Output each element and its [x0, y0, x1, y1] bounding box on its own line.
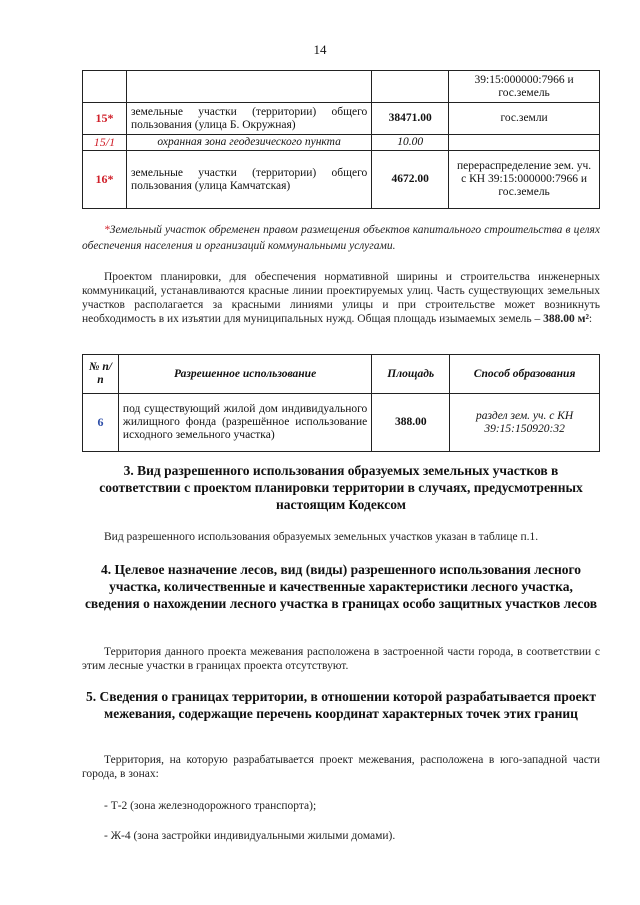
row-area: 38471.00 — [372, 103, 449, 135]
row-number: 15* — [83, 103, 127, 135]
header-area: Площадь — [372, 355, 450, 394]
row-method: гос.земли — [449, 103, 600, 135]
row-number: 15/1 — [83, 135, 127, 151]
zone-item: - Ж-4 (зона застройки индивидуальными жилыми домами). — [104, 830, 396, 842]
section5-text: Территория, на которую разрабатывается проект межевания, расположена в юго-западной части города, в зонах: — [82, 754, 600, 780]
row-number — [83, 71, 127, 103]
section5-heading: 5. Сведения о границах территории, в отношении которой разрабатывается проект межевания, содержащие перечень координат характерных точек этих границ — [85, 689, 597, 721]
footnote-text: Земельный участок обременен правом размещения объектов капитального строительства в целях обеспечения населения и организаций коммунальными услугами. — [82, 224, 600, 252]
header-num: № п/п — [83, 355, 119, 394]
row-area: 4672.00 — [372, 151, 449, 209]
row-description: земельные участки (территории) общего пользования (улица Камчатская) — [126, 151, 371, 209]
footnote-star: * — [104, 224, 110, 236]
paragraph-end: : — [588, 313, 593, 325]
zone-item: - Т-2 (зона железнодорожного транспорта); — [104, 800, 317, 812]
row-use: под существующий жилой дом индивидуального жилищного фонда (разрешённое использование исходного земельного участка) — [118, 394, 371, 452]
row-area: 10.00 — [372, 135, 449, 151]
row-description — [126, 71, 371, 103]
row-area: 388.00 — [372, 394, 450, 452]
row-area — [372, 71, 449, 103]
row-description: охранная зона геодезического пункта — [126, 135, 371, 151]
seized-plots-table — [82, 354, 600, 452]
row-method: 39:15:000000:7966 и гос.земель — [449, 71, 600, 103]
footnote — [82, 222, 600, 254]
page-number: 14 — [313, 42, 327, 57]
header-use: Разрешенное использование — [118, 355, 371, 394]
table-row — [83, 135, 600, 151]
red-lines-paragraph — [82, 270, 600, 326]
section4-text: Территория данного проекта межевания расположена в застроенной части города, в соответствии с этим лесные участки в границах проекта отсутствуют. — [82, 646, 600, 672]
area-value: 388.00 м² — [543, 313, 589, 325]
land-plots-table — [82, 70, 600, 209]
row-method: раздел зем. уч. с КН 39:15:150920:32 — [450, 394, 600, 452]
header-method: Способ образования — [450, 355, 600, 394]
table-header-row — [83, 355, 600, 394]
section3-heading: 3. Вид разрешенного использования образуемых земельных участков в соответствии с проектом планировки территории в случаях, предусмотренных настоящим Кодексом — [99, 463, 583, 512]
section4-heading: 4. Целевое назначение лесов, вид (виды) разрешенного использования лесного участка, количественные и качественные характеристики лесного участка, сведения о нахождении лесного участка в границах особо защитных участков лесов — [84, 562, 598, 611]
paragraph-text: Проектом планировки, для обеспечения нормативной ширины и строительства инженерных коммуникаций, устанавливаются красные линии проектируемых улиц. Часть существующих земельных участков располагается за красными линиями улицы и при строительстве может возникнуть необходимость в их изъятии для муниципальных нужд. Общая площадь изымаемых земель – — [82, 271, 600, 325]
row-number: 16* — [83, 151, 127, 209]
table-row — [83, 71, 600, 103]
table-row — [83, 151, 600, 209]
row-method: перераспределение зем. уч. с КН 39:15:000000:7966 и гос.земель — [449, 151, 600, 209]
row-number: 6 — [83, 394, 119, 452]
row-description: земельные участки (территории) общего пользования (улица Б. Окружная) — [126, 103, 371, 135]
row-method — [449, 135, 600, 151]
section3-text: Вид разрешенного использования образуемых земельных участков указан в таблице п.1. — [104, 531, 539, 543]
table-row — [83, 394, 600, 452]
table-row — [83, 103, 600, 135]
